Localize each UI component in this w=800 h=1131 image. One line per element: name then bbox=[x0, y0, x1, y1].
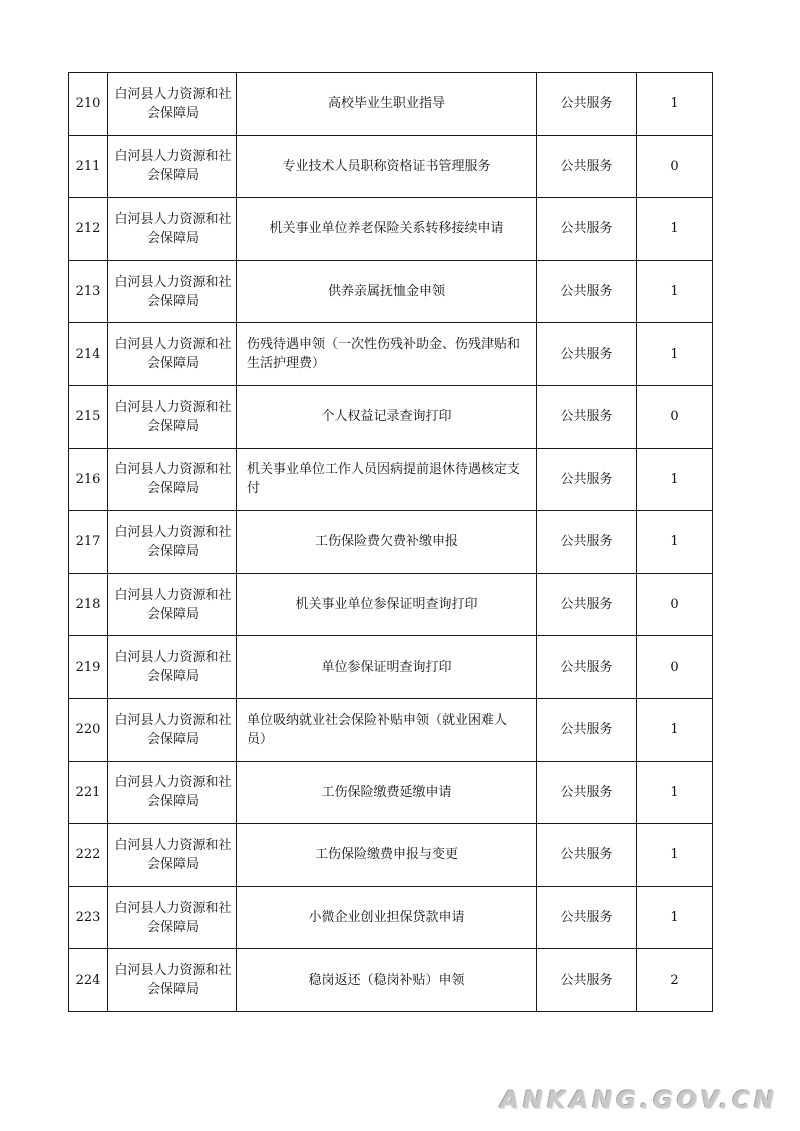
service-item-cell: 高校毕业生职业指导 bbox=[237, 73, 537, 136]
row-number-cell: 211 bbox=[69, 135, 108, 198]
service-type-cell: 公共服务 bbox=[537, 135, 637, 198]
count-cell: 1 bbox=[637, 323, 713, 386]
table-row bbox=[69, 198, 713, 261]
service-type-cell: 公共服务 bbox=[537, 761, 637, 824]
table-row bbox=[69, 323, 713, 386]
department-cell: 白河县人力资源和社会保障局 bbox=[108, 824, 237, 887]
service-item-cell: 机关事业单位参保证明查询打印 bbox=[237, 573, 537, 636]
service-item-cell: 稳岗返还（稳岗补贴）申领 bbox=[237, 949, 537, 1012]
row-number-cell: 222 bbox=[69, 824, 108, 887]
service-type-cell: 公共服务 bbox=[537, 886, 637, 949]
count-cell: 0 bbox=[637, 135, 713, 198]
count-cell: 1 bbox=[637, 73, 713, 136]
table-row bbox=[69, 761, 713, 824]
service-item-cell: 机关事业单位工作人员因病提前退休待遇核定支付 bbox=[237, 448, 537, 511]
department-cell: 白河县人力资源和社会保障局 bbox=[108, 886, 237, 949]
service-type-cell: 公共服务 bbox=[537, 260, 637, 323]
table-row bbox=[69, 698, 713, 761]
table-row bbox=[69, 260, 713, 323]
service-type-cell: 公共服务 bbox=[537, 385, 637, 448]
service-type-cell: 公共服务 bbox=[537, 323, 637, 386]
service-items-table bbox=[68, 72, 713, 1012]
service-item-cell: 工伤保险费欠费补缴申报 bbox=[237, 511, 537, 574]
table-row bbox=[69, 573, 713, 636]
service-type-cell: 公共服务 bbox=[537, 198, 637, 261]
service-item-cell: 单位参保证明查询打印 bbox=[237, 636, 537, 699]
department-cell: 白河县人力资源和社会保障局 bbox=[108, 511, 237, 574]
count-cell: 1 bbox=[637, 698, 713, 761]
row-number-cell: 215 bbox=[69, 385, 108, 448]
service-type-cell: 公共服务 bbox=[537, 573, 637, 636]
table-row bbox=[69, 448, 713, 511]
row-number-cell: 223 bbox=[69, 886, 108, 949]
department-cell: 白河县人力资源和社会保障局 bbox=[108, 135, 237, 198]
department-cell: 白河县人力资源和社会保障局 bbox=[108, 698, 237, 761]
row-number-cell: 213 bbox=[69, 260, 108, 323]
count-cell: 1 bbox=[637, 824, 713, 887]
department-cell: 白河县人力资源和社会保障局 bbox=[108, 448, 237, 511]
department-cell: 白河县人力资源和社会保障局 bbox=[108, 949, 237, 1012]
table-row bbox=[69, 511, 713, 574]
count-cell: 2 bbox=[637, 949, 713, 1012]
service-item-cell: 个人权益记录查询打印 bbox=[237, 385, 537, 448]
department-cell: 白河县人力资源和社会保障局 bbox=[108, 260, 237, 323]
service-item-cell: 专业技术人员职称资格证书管理服务 bbox=[237, 135, 537, 198]
service-type-cell: 公共服务 bbox=[537, 949, 637, 1012]
service-item-cell: 工伤保险缴费延缴申请 bbox=[237, 761, 537, 824]
count-cell: 1 bbox=[637, 886, 713, 949]
service-type-cell: 公共服务 bbox=[537, 511, 637, 574]
service-item-cell: 供养亲属抚恤金申领 bbox=[237, 260, 537, 323]
count-cell: 1 bbox=[637, 198, 713, 261]
table-row bbox=[69, 949, 713, 1012]
count-cell: 0 bbox=[637, 385, 713, 448]
row-number-cell: 221 bbox=[69, 761, 108, 824]
count-cell: 1 bbox=[637, 761, 713, 824]
count-cell: 1 bbox=[637, 448, 713, 511]
table-row bbox=[69, 135, 713, 198]
site-watermark: ANKANG.GOV.CN bbox=[500, 1086, 778, 1114]
service-type-cell: 公共服务 bbox=[537, 448, 637, 511]
table-row bbox=[69, 73, 713, 136]
count-cell: 1 bbox=[637, 260, 713, 323]
row-number-cell: 217 bbox=[69, 511, 108, 574]
count-cell: 0 bbox=[637, 573, 713, 636]
service-item-cell: 单位吸纳就业社会保险补贴申领（就业困难人员） bbox=[237, 698, 537, 761]
table-row bbox=[69, 636, 713, 699]
table-row bbox=[69, 385, 713, 448]
table-row bbox=[69, 886, 713, 949]
count-cell: 1 bbox=[637, 511, 713, 574]
department-cell: 白河县人力资源和社会保障局 bbox=[108, 323, 237, 386]
table-body bbox=[69, 73, 713, 1012]
service-item-cell: 机关事业单位养老保险关系转移接续申请 bbox=[237, 198, 537, 261]
row-number-cell: 220 bbox=[69, 698, 108, 761]
service-type-cell: 公共服务 bbox=[537, 824, 637, 887]
count-cell: 0 bbox=[637, 636, 713, 699]
service-item-cell: 工伤保险缴费申报与变更 bbox=[237, 824, 537, 887]
department-cell: 白河县人力资源和社会保障局 bbox=[108, 73, 237, 136]
table-row bbox=[69, 824, 713, 887]
row-number-cell: 216 bbox=[69, 448, 108, 511]
row-number-cell: 212 bbox=[69, 198, 108, 261]
department-cell: 白河县人力资源和社会保障局 bbox=[108, 573, 237, 636]
service-type-cell: 公共服务 bbox=[537, 636, 637, 699]
service-type-cell: 公共服务 bbox=[537, 73, 637, 136]
service-item-cell: 小微企业创业担保贷款申请 bbox=[237, 886, 537, 949]
service-type-cell: 公共服务 bbox=[537, 698, 637, 761]
row-number-cell: 210 bbox=[69, 73, 108, 136]
row-number-cell: 219 bbox=[69, 636, 108, 699]
department-cell: 白河县人力资源和社会保障局 bbox=[108, 385, 237, 448]
service-item-cell: 伤残待遇申领（一次性伤残补助金、伤残津贴和生活护理费） bbox=[237, 323, 537, 386]
row-number-cell: 224 bbox=[69, 949, 108, 1012]
department-cell: 白河县人力资源和社会保障局 bbox=[108, 636, 237, 699]
department-cell: 白河县人力资源和社会保障局 bbox=[108, 198, 237, 261]
department-cell: 白河县人力资源和社会保障局 bbox=[108, 761, 237, 824]
row-number-cell: 218 bbox=[69, 573, 108, 636]
row-number-cell: 214 bbox=[69, 323, 108, 386]
